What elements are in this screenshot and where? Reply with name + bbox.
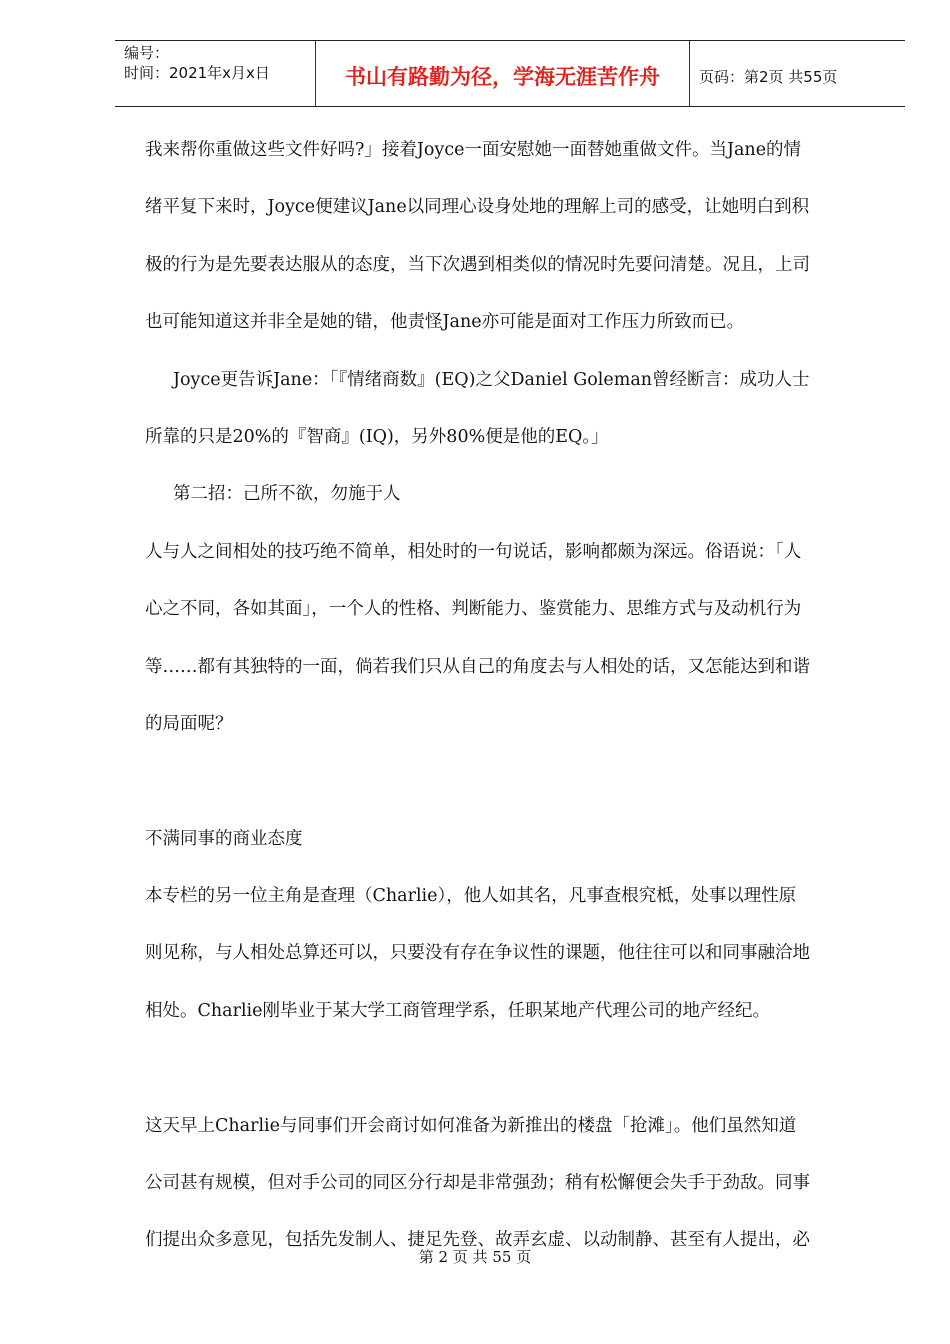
document-number-label: 编号： bbox=[124, 44, 170, 62]
section-heading: 第二招：己所不欲，勿施于人 bbox=[173, 484, 401, 505]
page-header bbox=[115, 40, 905, 107]
section-heading: 不满同事的商业态度 bbox=[145, 828, 303, 849]
text-line: 也可能知道这并非全是她的错，他责怪Jane亦可能是面对工作压力所致而已。 bbox=[145, 312, 745, 333]
text-line: 们提出众多意见，包括先发制人、捷足先登、故弄玄虚、以动制静、甚至有人提出，必 bbox=[145, 1230, 810, 1251]
text-line: 极的行为是先要表达服从的态度，当下次遇到相类似的情况时先要问清楚。况且，上司 bbox=[145, 254, 810, 275]
text-line: 心之不同，各如其面」，一个人的性格、判断能力、鉴赏能力、思维方式与及动机行为 bbox=[145, 599, 802, 620]
text-line: 相处。Charlie刚毕业于某大学工商管理学系，任职某地产代理公司的地产经纪。 bbox=[145, 1000, 771, 1021]
text-line: 所靠的只是20%的『智商』(IQ)，另外80%便是他的EQ。」 bbox=[145, 426, 609, 447]
document-time-label: 时间：2021年x月x日 bbox=[124, 64, 270, 82]
text-line: 公司甚有规模，但对手公司的同区分行却是非常强劲；稍有松懈便会失手于劲敌。同事 bbox=[145, 1173, 810, 1194]
header-page-cell bbox=[690, 41, 905, 106]
document-body bbox=[145, 133, 880, 1281]
header-page-number: 页码：第2页 共55页 bbox=[699, 68, 838, 86]
header-meta-cell bbox=[115, 41, 316, 106]
text-line: 则见称，与人相处总算还可以，只要没有存在争议性的课题，他往往可以和同事融洽地 bbox=[145, 943, 810, 964]
paragraph-gap bbox=[145, 1051, 880, 1108]
text-line: 这天早上Charlie与同事们开会商讨如何准备为新推出的楼盘「抢滩」。他们虽然知道 bbox=[145, 1115, 797, 1136]
text-line: 的局面呢？ bbox=[145, 713, 233, 734]
text-line: 本专栏的另一位主角是查理（Charlie），他人如其名，凡事查根究柢，处事以理性原 bbox=[145, 886, 797, 907]
text-line: 我来帮你重做这些文件好吗?」接着Joyce一面安慰她一面替她重做文件。当Jane的情 bbox=[145, 140, 802, 160]
text-line: Joyce更告诉Jane：「『情绪商数』(EQ)之父Daniel Goleman曾经断言：成功人士 bbox=[173, 369, 810, 390]
text-line: 绪平复下来时，Joyce便建议Jane以同理心设身处地的理解上司的感受，让她明白到积 bbox=[145, 197, 810, 218]
text-line: 人与人之间相处的技巧绝不简单，相处时的一句说话，影响都颇为深远。俗语说：「人 bbox=[145, 541, 802, 562]
header-motto: 书山有路勤为径，学海无涯苦作舟 bbox=[345, 65, 660, 89]
text-line: 等……都有其独特的一面，倘若我们只从自己的角度去与人相处的话，又怎能达到和谐 bbox=[145, 656, 810, 677]
page-footer: 第 2 页 共 55 页 bbox=[418, 1248, 532, 1266]
header-motto-cell bbox=[316, 41, 690, 106]
paragraph-gap bbox=[145, 764, 880, 821]
